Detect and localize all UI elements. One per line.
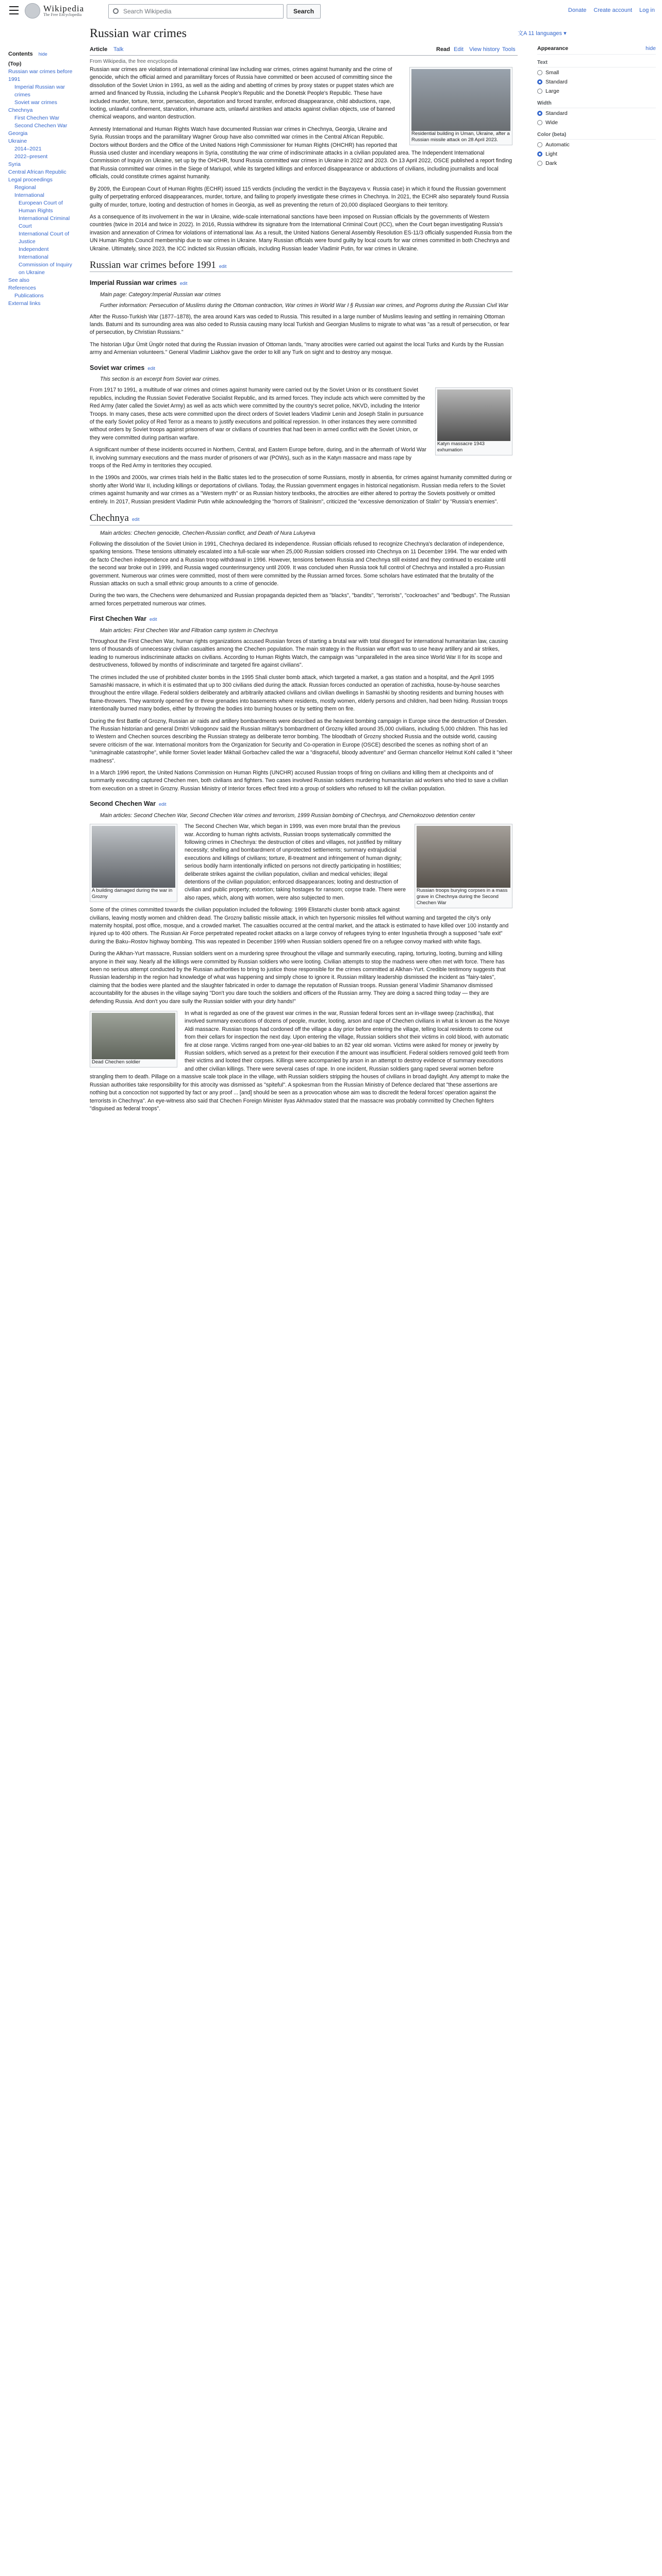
katyn-caption: Katyn massacre 1943 exhumation bbox=[437, 441, 485, 453]
paragraph: During the two wars, the Chechens were dehumanized and Russian propaganda depicted them as "blacks", "bandits", "terrorists", "cockroaches" and "bedbugs". The Russian armed forces perpetrated numerous war crimes. bbox=[90, 592, 510, 607]
wikipedia-logo[interactable] bbox=[25, 3, 84, 19]
heading-text: Second Chechen War bbox=[90, 800, 156, 808]
dead-soldier-image[interactable] bbox=[92, 1013, 175, 1059]
appearance-hide-button[interactable]: hide bbox=[646, 45, 656, 52]
paragraph: In the 1990s and 2000s, war crimes trials held in the Baltic states led to the prosecution of some Russians, mostly in absentia, for crimes against humanity committed during or shortly after World War II, including killings or deportations of civilians. Today, the Russian government engages in historical negationism. Russian media refers to the Soviet crimes against humanity and war crimes as a "Western myth" or as Russian history textbooks, the atrocities are either altered to portray the Soviets positively or omitted entirely. In 2017, Russian president Vladimir Putin while acknowledging the "horrors of Stalinism", criticized the "excessive demonization of Stalin" by "Russia's enemies". bbox=[90, 474, 512, 505]
lead-image[interactable] bbox=[411, 69, 510, 131]
hatnote: Main articles: First Chechen War and Filtration camp system in Chechnya bbox=[100, 627, 278, 634]
paragraph: During the Alkhan-Yurt massacre, Russian soldiers went on a murdering spree throughout the village and summarily executing, raping, torturing, looting, burning and killing anyone in their way. Nearly all the killings were committed by Russian soldiers who were looting. Civilian attempts to stop the madness were often met with force. There has been no serious attempt conducted by the Russian authorities to bring to justice those responsible for the crimes committed at Alkhan-Yurt. Credible testimony suggests that Russian leadership in the region had knowledge of what was happening and simply chose to ignore it. Russian military leadership dismissed the incident as "fairy-tales", claiming that the bodies were planted and the slaughter fabricated in order to damage the reputation of Russian troops. Russian general Vladimir Shamanov dismissed accountability for the abuses in the village saying "Don't you dare touch the soldiers and officers of the Russian army. They are doing a sacred thing today — they are defending Russia. And don't you dare sully the Russian soldier with your dirty hands!" bbox=[90, 951, 506, 1005]
toc-item[interactable]: Second Chechen War bbox=[14, 123, 68, 129]
toc-item[interactable]: See also bbox=[8, 277, 29, 283]
article-body bbox=[90, 66, 512, 1117]
color-label: Color (beta) bbox=[537, 131, 656, 140]
toc-item[interactable]: Soviet war crimes bbox=[14, 99, 57, 106]
toc-item[interactable]: (Top) bbox=[8, 61, 22, 67]
paragraph: Following the dissolution of the Soviet Union in 1991, Chechnya declared its independence. Russian officials refused to recognize Chechnya's declaration of independence, sparking tensions. These tensions ultimately escalated into a full-scale war when 25,000 Russian soldiers crossed into Chechnya on 11 December 1994. The war ended with de facto Chechen independence and a Russian troop withdrawal in 1996. However, tensions between Russia and Chechnya still existed and they continued to escalate until the second war broke out in 1999, and Russia waged counterinsurgency until 2009. It was concluded when Russia took full control of Chechnya and installed a pro-Russian government. Numerous war crimes were committed, most of them were committed by the Russian armed forces. Some scholars have estimated that the brutality of the Russian attacks on such a small ethnic group amounts to a crime of genocide. bbox=[90, 540, 507, 587]
radio-label: Automatic bbox=[545, 142, 570, 148]
dead-soldier-figure bbox=[90, 1011, 177, 1067]
edit-link[interactable]: edit bbox=[179, 281, 188, 286]
hatnote: Main page: Category:Imperial Russian war crimes bbox=[100, 291, 221, 298]
heading-second-chechen bbox=[90, 800, 512, 808]
hatnote: Further information: Persecution of Muslims during the Ottoman contraction, War crimes in World War I § Russian war crimes, and Pogroms during the Russian Civil War bbox=[100, 302, 508, 309]
radio-label: Light bbox=[545, 151, 557, 157]
toc-item[interactable]: Russian war crimes before 1991 bbox=[8, 69, 73, 82]
color-dark-radio[interactable] bbox=[537, 159, 656, 167]
tab-view-history[interactable]: View history bbox=[469, 46, 500, 53]
tab-edit[interactable]: Edit bbox=[454, 46, 464, 53]
toc-item[interactable]: 2014–2021 bbox=[14, 146, 42, 152]
search-input[interactable] bbox=[108, 4, 284, 19]
toc-item[interactable]: Legal proceedings bbox=[8, 177, 53, 183]
heading-chechnya bbox=[90, 514, 512, 525]
site-header bbox=[0, 0, 662, 23]
paragraph: After the Russo-Turkish War (1877–1878), the area around Kars was ceded to Russia. This resulted in a large number of Muslims leaving and settling in remaining Ottoman lands. Batumi and its surrounding area was also ceded to Russia causing many local Turkish and Georgian Muslims to migrate to what was "as a result of persecution, or fear of persecution, by Christian Russians." bbox=[90, 313, 509, 336]
radio-label: Wide bbox=[545, 120, 558, 126]
lead-paragraph-3: By 2009, the European Court of Human Rights (ECHR) issued 115 verdicts (including the verdict in the Bayzayeva v. Russia case) in which it found the Russian government guilty of perpetrating enforced disappearances, murder, torture, and failing to properly investigate these crimes in Chechnya. In 2021, the ECHR also separately found Russia guilty of murder, torture, looting and destruction of homes in Georgia, as well as preventing the return of 20,000 displaced Georgians to their territory. bbox=[90, 185, 509, 208]
edit-link[interactable]: edit bbox=[147, 365, 155, 371]
appearance-panel bbox=[537, 44, 656, 168]
width-wide-radio[interactable] bbox=[537, 118, 656, 127]
hatnote: Main articles: Chechen genocide, Chechen-Russian conflict, and Death of Nura Luluyeva bbox=[100, 530, 316, 536]
grozny-image[interactable] bbox=[92, 826, 175, 888]
edit-link[interactable]: edit bbox=[149, 617, 157, 622]
lead-paragraph-1: Russian war crimes are violations of international criminal law including war crimes, crimes against humanity and the crime of genocide, which the official armed and paramilitary forces of Russia have committed or been accused of committing since the dissolution of the Soviet Union in 1991, as well as the aiding and abetting of crimes by proxy states or puppet states which are armed and financed by Russia, including the Luhansk People's Republic and the Donetsk People's Republic. These have included murder, torture, terror, persecution, deportation and forced transfer, enforced disappearance, child abductions, rape, looting, unlawful confinement, starvation, inhumane acts, unlawful airstrikes and attacks against civilian objects, use of banned chemical weapons, and wanton destruction. bbox=[90, 66, 395, 121]
heading-first-chechen bbox=[90, 615, 512, 623]
lead-caption: Residential building in Uman, Ukraine, after a Russian missile attack on 28 April 2023. bbox=[411, 131, 510, 143]
language-icon: 文A bbox=[518, 30, 528, 37]
katyn-figure bbox=[435, 387, 512, 455]
search-button[interactable]: Search bbox=[287, 4, 321, 19]
radio-label: Small bbox=[545, 70, 559, 76]
heading-text: First Chechen War bbox=[90, 615, 146, 623]
toc-item[interactable]: External links bbox=[8, 300, 41, 307]
mass-grave-image[interactable] bbox=[417, 826, 510, 888]
toc-item[interactable]: Chechnya bbox=[8, 107, 33, 113]
toc-item[interactable]: Syria bbox=[8, 161, 21, 167]
paragraph: From 1917 to 1991, a multitude of war crimes and crimes against humanity were carried out by the Soviet Union or its constituent Soviet republics, including the Russian Soviet Federative Socialist Republic, and its armed forces. They include acts which were committed by the Red Army (later called the Soviet Army) as well as acts which were committed by the country's secret police, NKVD, including the Interior Troops. In many cases, these acts were committed upon the direct orders of Soviet leaders Vladimir Lenin and Joseph Stalin in pursuance of the early Soviet policy of Red Terror as a means to justify executions and political repression. In other instances they were committed without orders by Soviet troops against prisoners of war or civilians of countries that had been in armed conflict with the Soviet Union, or they were committed during partisan warfare. bbox=[90, 387, 425, 441]
paragraph: Some of the crimes committed towards the civilian population included the following: 1999 Elistanzhi cluster bomb attack against civilians, leaving mostly women and children dead. The Grozny ballistic missile attack, in which ten hypersonic missiles fell without warning and targeted the city's only maternity hospital, post office, mosque, and a crowded market. The casualties occurred at the central market, and the attack is estimated to have killed over 100 instantly and injured up to 400 others. The Russian Air Force perpetrated repeated rocket attacks on a large convoy of refugees trying to enter Ingushetia through a supposed "safe exit" during the Baku–Rostov highway bombing. This was repeated in December 1999 when Russian soldiers opened fire on a refugee convoy marked with white flags. bbox=[90, 907, 509, 945]
edit-link[interactable]: edit bbox=[219, 263, 227, 269]
toc-item[interactable]: International Court of Justice bbox=[19, 231, 70, 245]
create-account-link[interactable]: Create account bbox=[593, 7, 633, 13]
table-of-contents bbox=[8, 50, 75, 308]
text-size-label: Text bbox=[537, 59, 656, 67]
paragraph: Throughout the First Chechen War, human rights organizations accused Russian forces of starting a brutal war with total disregard for international humanitarian law, causing tens of thousands of unnecessary civilian casualties among the Chechen population. The main strategy in the Russian war effort was to use heavy artillery and air strikes, leading to numerous indiscriminate attacks on civilians. According to Human Rights Watch, the campaign was "unparalleled in the area since World War II for its scope and destructiveness, followed by months of indiscriminate and targeted fire against civilians". bbox=[90, 638, 508, 669]
globe-icon bbox=[25, 3, 40, 19]
tagline: The Free Encyclopedia bbox=[43, 12, 82, 17]
toc-item[interactable]: International Criminal Court bbox=[19, 215, 70, 229]
search-icon bbox=[113, 8, 119, 14]
edit-link[interactable]: edit bbox=[131, 517, 140, 522]
width-standard-radio[interactable] bbox=[537, 109, 656, 117]
heading-text: Chechnya bbox=[90, 513, 129, 524]
grozny-figure bbox=[90, 824, 177, 902]
radio-label: Dark bbox=[545, 160, 557, 166]
appearance-title: Appearance bbox=[537, 45, 569, 52]
toc-item[interactable]: International bbox=[14, 192, 44, 198]
radio-label: Standard bbox=[545, 79, 568, 85]
donate-link[interactable]: Donate bbox=[568, 7, 587, 13]
toc-item[interactable]: Independent International Commission of Inquiry on Ukraine bbox=[19, 246, 72, 276]
width-label: Width bbox=[537, 99, 656, 108]
toc-item[interactable]: Central African Republic bbox=[8, 169, 67, 175]
toc-item[interactable]: Publications bbox=[14, 293, 44, 299]
edit-link[interactable]: edit bbox=[159, 802, 167, 807]
text-standard-radio[interactable] bbox=[537, 78, 656, 86]
text-large-radio[interactable] bbox=[537, 87, 656, 95]
image-gallery bbox=[90, 824, 177, 902]
paragraph: During the first Battle of Grozny, Russian air raids and artillery bombardments were described as the heaviest bombing campaign in Europe since the destruction of Dresden. The Russian historian and general Dmitri Volkogonov said the Russian military's bombardment of Grozny killed around 35,000 civilians, including 5,000 children. This has led to Western and Chechen sources describing the Russian strategy as deliberate terror bombing. The bloodbath of Grozny shocked Russia and the outside world, causing severe criticism of the war. International monitors from the Organization for Security and Co-operation in Europe (OSCE) described the scenes as nothing short of an "unimaginable catastrophe", while former Soviet leader Mikhail Gorbachev called the war a "disgraceful, bloody adventure" and German chancellor Helmut Kohl called it "sheer madness". bbox=[90, 718, 512, 764]
lead-figure bbox=[409, 67, 512, 145]
radio-label: Standard bbox=[545, 110, 568, 116]
paragraph: In a March 1996 report, the United Nations Commission on Human Rights (UNCHR) accused Russian troops of firing on civilians and killing them at checkpoints and of summarily executing captured Chechen men, both civilians and fighters. Two cases involved Russian soldiers murdering humanitarian aid workers who tried to save a civilian from execution on a street in Grozny. Russian Ministry of Interior forces effect fired into a group of soldiers who refused to kill the civilian population. bbox=[90, 770, 508, 792]
lead-paragraph-4: As a consequence of its involvement in the war in Ukraine, wide-scale international sanctions have been imposed on Russian officials by the governments of Western countries (twice in 2014 and twice in 2022). In 2016, Russia withdrew its signature from the International Criminal Court (ICC), when the Court began investigating Russia's invasion and annexation of Crimea for violations of international law. As a result, the United Nations General Assembly Resolution ES-11/3 officially suspended Russia from the UN Human Rights Council membership due to war crimes in Ukraine. Many Russian officials were found guilty by local courts for war crimes committed in both Chechnya and Ukraine. Ultimately, since 2023, the ICC indicted six Russian officials, including Russian leader Vladimir Putin, for war crimes in Ukraine. bbox=[90, 213, 512, 252]
heading-text: Russian war crimes before 1991 bbox=[90, 259, 216, 270]
tab-read[interactable]: Read bbox=[436, 46, 450, 53]
heading-soviet bbox=[90, 364, 512, 372]
toc-item[interactable]: Ukraine bbox=[8, 138, 27, 144]
tab-talk[interactable]: Talk bbox=[113, 46, 124, 53]
tab-article[interactable]: Article bbox=[90, 46, 108, 53]
toc-item[interactable]: European Court of Human Rights bbox=[19, 200, 63, 214]
toc-item[interactable]: 2022–present bbox=[14, 154, 48, 160]
hatnote: Main articles: Second Chechen War, Second Chechen War crimes and terrorism, 1999 Russian bombing of Chechnya, and Chernokozovo detention center bbox=[100, 812, 475, 819]
toc-title: Contents bbox=[8, 51, 33, 57]
toc-item[interactable]: First Chechen War bbox=[14, 115, 60, 121]
grozny-caption: A building damaged during the war in Grozny bbox=[92, 888, 173, 900]
paragraph: A significant number of these incidents occurred in Northern, Central, and Eastern Europe before, during, and in the aftermath of World War II, involving summary executions and the mass murder of prisoners of war (POWs), such as in the Katyn massacre and mass rape by troops of the Red Army in territories they occupied. bbox=[90, 447, 427, 469]
wordmark: Wikipedia bbox=[43, 4, 85, 13]
mass-grave-figure bbox=[415, 824, 512, 908]
search-placeholder: Search Wikipedia bbox=[123, 8, 172, 15]
heading-text: Imperial Russian war crimes bbox=[90, 279, 177, 287]
personal-tools bbox=[568, 7, 655, 13]
page-title: Russian war crimes bbox=[90, 27, 187, 40]
paragraph: The Second Chechen War, which began in 1999, was even more brutal than the previous war. According to human rights activists, Russian troops systematically committed the following crimes in Chechnya: the destruction of cities and villages, not justified by military necessity; shelling and bombardment of unprotected settlements; summary extrajudicial executions and killings of civilians; torture, ill-treatment and infringement of human dignity; serious bodily harm intentionally inflicted on persons not directly participating in hostilities; deliberate strikes against the civilian population, civilian and medical vehicles; illegal detentions of the civilian population; enforced disappearances; looting and destruction of civilian and public property; extortion; taking hostages for ransom; corpse trade. There were also rapes, which, along with women, were also subjected to men. bbox=[185, 823, 406, 901]
toc-item[interactable]: Imperial Russian war crimes bbox=[14, 84, 65, 98]
paragraph: The crimes included the use of prohibited cluster bombs in the 1995 Shali cluster bomb attack, which targeted a market, a gas station and a hospital, and the April 1995 Samashki massacre, in which it is estimated that up to 300 civilians died during the attack. Russian forces conducted an operation of zachistka, house-by-house searches throughout the entire village. Federal soldiers deliberately and arbitrarily attacked civilians and civilian dwellings in Samashki by shooting residents and burning houses with flame-throwers. They wantonly opened fire or threw grenades into basements where residents, mostly women, elderly persons and children, had been hiding. Russian troops intentionally burned many bodies, either by throwing the bodies into burning houses or by setting them on fire. bbox=[90, 674, 508, 713]
tab-tools[interactable]: Tools bbox=[502, 46, 516, 53]
from-wikipedia: From Wikipedia, the free encyclopedia bbox=[90, 59, 178, 64]
toc-hide-button[interactable]: hide bbox=[38, 52, 47, 57]
heading-text: Soviet war crimes bbox=[90, 364, 145, 371]
color-light-radio[interactable] bbox=[537, 150, 656, 158]
dead-soldier-caption: Dead Chechen soldier bbox=[92, 1059, 141, 1065]
paragraph: The historian Uğur Ümit Üngör noted that during the Russian invasion of Ottoman lands, "many atrocities were carried out against the local Turks and Kurds by the Russian army and Armenian volunteers." General Vladimir Liakhov gave the order to kill any Turk on sight and to destroy any mosque. bbox=[90, 341, 504, 356]
login-link[interactable]: Log in bbox=[639, 7, 655, 13]
page-tabs bbox=[90, 44, 518, 56]
heading-before-1991 bbox=[90, 261, 512, 272]
toc-item[interactable]: Regional bbox=[14, 184, 36, 191]
appearance-heading bbox=[537, 44, 656, 55]
katyn-image[interactable] bbox=[437, 389, 510, 441]
hatnote: This section is an excerpt from Soviet war crimes. bbox=[100, 376, 221, 382]
language-count: 11 languages bbox=[528, 30, 562, 37]
main-menu-icon[interactable] bbox=[9, 6, 19, 14]
heading-imperial bbox=[90, 279, 512, 287]
mass-grave-caption: Russian troops burying corpses in a mass grave in Chechnya during the Second Chechen War bbox=[417, 888, 508, 906]
language-button[interactable]: 文A 11 languages ▾ bbox=[518, 30, 567, 37]
color-automatic-radio[interactable] bbox=[537, 141, 656, 149]
toc-item[interactable]: Georgia bbox=[8, 130, 28, 137]
text-small-radio[interactable] bbox=[537, 69, 656, 77]
toc-item[interactable]: References bbox=[8, 285, 36, 291]
radio-label: Large bbox=[545, 88, 559, 94]
paragraph: In what is regarded as one of the gravest war crimes in the war, Russian federal forces sent an in-village sweep (zachistka), that involved summary executions of dozens of people, murder, looting, arson and rape of Chechen civilians in what is known as the Novye Aldi massacre. Russian troops had cordoned off the village a day prior before entering the village, telling local residents to come out from their cellars for inspection the next day. Upon entering the village, Russian soldiers shot their victims in cold blood, with automatic fire at close range. Victims ranged from one-year-old babies to an 82 year old woman. Victims were asked for money or jewelry by Russian soldiers, which served as a pretext for their execution if the amount was insufficient. Federal soldiers removed gold teeth from their victims and looted their corpses. Killings were accompanied by arson in an attempt to destroy evidence of summary executions and other civilian killings. There were several cases of rape. In one incident, Russian soldiers gang raped several women before strangling them to death. Pillage on a massive scale took place in the village, with Russian soldiers stripping the houses of civilians in broad daylight. Any attempt to make the Russian authorities take responsibility for this atrocity was dismissed as "spiteful". A spokesman from the Russian Ministry of Defence declared that "these assertions are nothing but a concoction not supported by fact or any proof ... [and] should be seen as a provocation whose aim was to discredit the federal forces' operation against the terrorists in Chechnya". An eye-witness also said that Chechen Foreign Minister Ilyas Akhmadov stated that the massacre was probably committed by Chechen fighters "disguised as federal troops". bbox=[90, 1010, 510, 1112]
toc-heading bbox=[8, 50, 75, 58]
lead-paragraph-2: Amnesty International and Human Rights Watch have documented Russian war crimes in Chechnya, Georgia, Ukraine and Syria. Russian troops and the paramilitary Wagner Group have also committed war crimes in the Central African Republic. Doctors without Borders and the Office of the United Nations High Commissioner for Human Rights (OHCHR) has reported that Russia used cluster and incendiary weapons in Syria, constituting the war crime of indiscriminate attacks in a civilian populated area. The Independent International Commission of Inquiry on Ukraine, set up by the OHCHR, found Russia committed war crimes in Ukraine in 2022 and 2023. On 13 April 2022, OSCE published a report finding that Russia committed war crimes in the Siege of Mariupol, while its targeted killings and enforced disappearance or abductions of civilians, including journalists and local officials, could constitute crimes against humanity. bbox=[90, 126, 512, 180]
